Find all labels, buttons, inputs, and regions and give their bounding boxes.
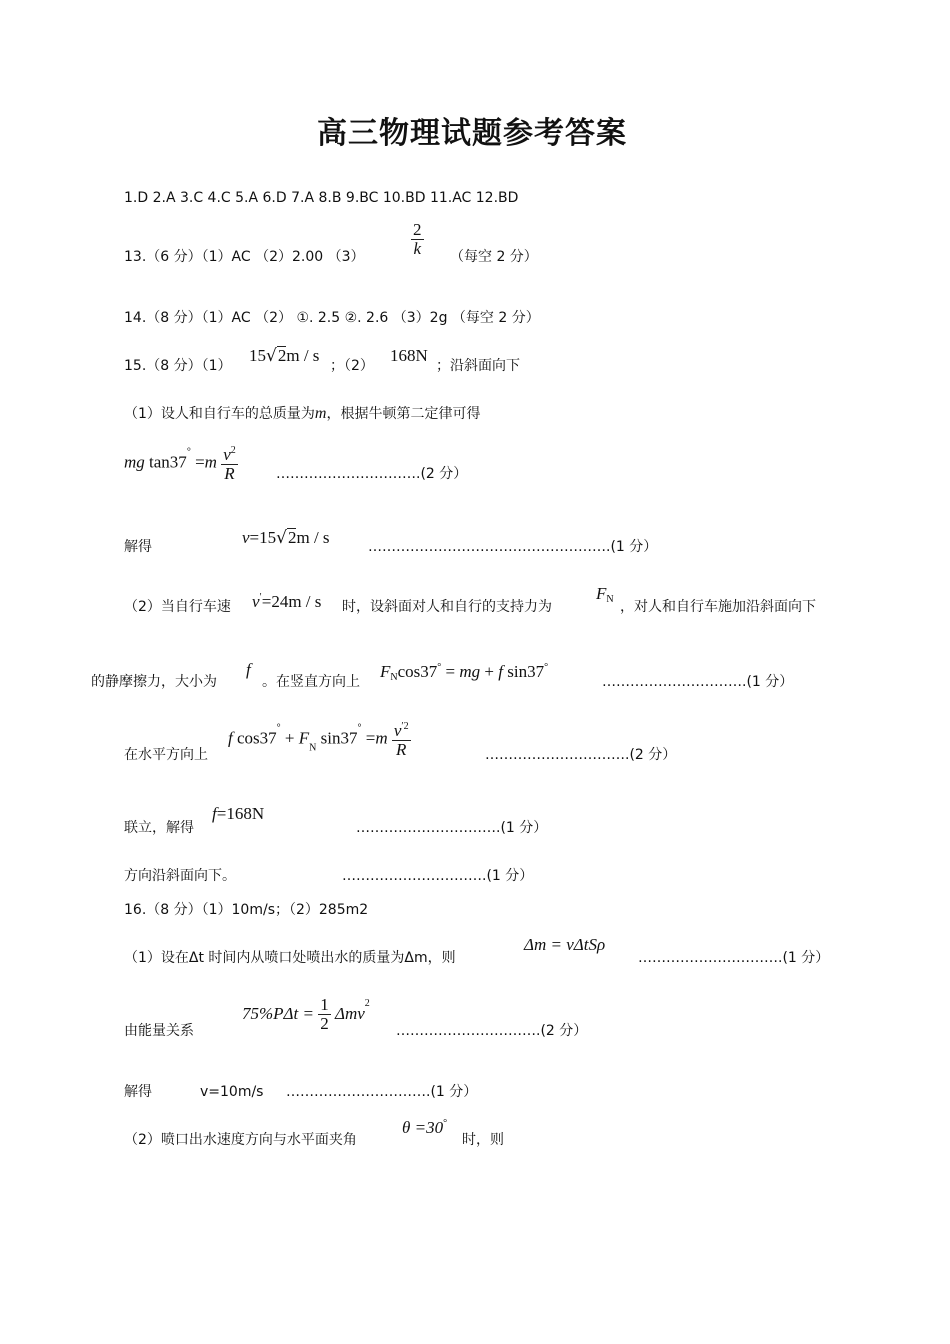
p2-v: v <box>252 592 260 611</box>
eq4-Fsub: N <box>309 742 317 754</box>
q14-line: 14.（8 分）（1）AC （2） ①. 2.5 ②. 2.6 （3）2g （每空 2 分） <box>124 310 540 326</box>
p2-F: F <box>596 584 607 603</box>
q16-eq2 <box>242 994 370 1033</box>
eq1-num: v <box>223 445 231 464</box>
q15-p2b: 时，设斜面对人和自行的支持力为 <box>342 599 552 615</box>
q13-head: 13.（6 分）（1）AC （2）2.00 （3） <box>124 249 365 265</box>
eq1-square: 2 <box>230 445 236 456</box>
q15-p1-var: m <box>314 405 327 422</box>
eq3-f: f <box>498 662 503 681</box>
q16-eq1: Δm = vΔtSρ <box>524 935 606 954</box>
multiple-choice-answers: 1.D 2.A 3.C 4.C 5.A 6.D 7.A 8.B 9.BC 10.BD 11.AC 12.BD <box>124 190 519 206</box>
q15-ans1-coef: 15 <box>249 346 266 365</box>
eq1-lhs: mg <box>124 452 145 472</box>
eq3-plus: + <box>484 662 495 681</box>
q16-head: 16.（8 分）（1）10m/s；（2）285m2 <box>124 902 369 918</box>
q16-p3: 解得 <box>124 1084 152 1100</box>
eq1-den: R <box>221 464 238 483</box>
eq1-score: ………………………….(2 分） <box>276 466 468 482</box>
eq2-v: v <box>242 528 250 547</box>
eq4-square: ′2 <box>401 721 409 732</box>
p2-val: =24m / s <box>261 592 322 611</box>
eq5-f: f <box>212 804 217 823</box>
q15-p3a: 的静摩擦力，大小为 <box>91 674 217 690</box>
q16-eq2-rhs: Δmv <box>334 1004 365 1024</box>
degree-icon: ° <box>544 662 549 673</box>
eq1-m: m <box>204 452 217 472</box>
eq4-num: v <box>393 721 402 740</box>
q15-sep: ；（2） <box>330 358 374 374</box>
q15-p1-text: （1）设人和自行车的总质量为 <box>124 406 315 422</box>
eq4-sin: sin37 <box>320 728 358 748</box>
eq1-eq: = <box>195 452 205 472</box>
q15-p2c: ，对人和自行车施加沿斜面向下 <box>620 599 816 615</box>
degree-icon: ° <box>186 446 191 458</box>
q16-p4-eq <box>402 1114 447 1138</box>
degree-icon: ° <box>276 722 281 734</box>
eq4-f: f <box>228 728 233 748</box>
q13-frac-den: k <box>411 239 424 258</box>
q16-p4b: 时，则 <box>462 1132 504 1148</box>
q15-eq4 <box>228 718 411 759</box>
q16-eq2-num: 1 <box>320 994 329 1014</box>
eq5-val: =168N <box>216 804 265 823</box>
q15-eq3 <box>380 658 548 688</box>
degree-icon: ° <box>357 722 362 734</box>
q15-ans1-unit: m / s <box>286 346 320 365</box>
q15-p3b: 。在竖直方向上 <box>262 674 360 690</box>
q16-eq2-den: 2 <box>320 1013 329 1033</box>
eq4-cos: cos37 <box>236 728 277 748</box>
q16-eq2-square: 2 <box>364 998 370 1009</box>
solve-label-1: 解得 <box>124 539 152 555</box>
q15-p1-tail: ，根据牛顿第二定律可得 <box>326 406 481 422</box>
eq4-plus: + <box>284 728 295 748</box>
eq2-score: …………………………………………….(1 分） <box>368 539 658 555</box>
eq2-eq: =15 <box>249 528 277 547</box>
q13-frac-num: 2 <box>413 220 422 239</box>
q15-ans1 <box>249 346 319 366</box>
eq3-mg: mg <box>459 662 481 681</box>
q16-theta-eq: θ =30 <box>402 1118 444 1137</box>
q15-p1 <box>124 405 480 423</box>
q16-p2: 由能量关系 <box>124 1023 194 1039</box>
p6-score: ………………………….(1 分） <box>342 868 534 884</box>
q15-p6: 方向沿斜面向下。 <box>124 868 236 884</box>
p2-Fsub: N <box>606 594 614 605</box>
q16-p3-val: v=10m/s <box>200 1084 264 1100</box>
q15-ans1-rad: 2 <box>277 346 287 365</box>
q15-p4a: 在水平方向上 <box>124 747 208 763</box>
q15-p3-f: f <box>246 660 251 679</box>
eq3-F: F <box>380 662 391 681</box>
eq4-den: R <box>392 740 411 759</box>
sqrt-icon: √ <box>266 346 277 366</box>
q15-p2-v <box>252 588 321 612</box>
eq4-F: F <box>298 728 310 748</box>
eq3-eq: = <box>445 662 456 681</box>
degree-icon: ° <box>437 662 442 673</box>
eq3-sin: sin37 <box>507 662 545 681</box>
eq2-rad: 2 <box>287 528 297 547</box>
q16-p4a: （2）喷口出水速度方向与水平面夹角 <box>124 1132 357 1148</box>
q16-eq2-lhs: 75%PΔt = <box>242 1004 314 1024</box>
q15-eq1 <box>124 442 238 483</box>
q13-tail: （每空 2 分） <box>450 249 538 265</box>
q13-fraction <box>411 221 424 258</box>
q15-ans2: 168N <box>390 346 428 365</box>
eq3-cos: cos37 <box>397 662 438 681</box>
eq3-Fsub: N <box>390 672 398 683</box>
q15-p2-F <box>596 584 614 610</box>
q15-eq2 <box>242 528 330 548</box>
sqrt-icon: √ <box>276 528 287 548</box>
q15-head: 15.（8 分）（1） <box>124 358 232 374</box>
eq4-eq: = <box>365 728 376 748</box>
q16-eq2-score: ………………………….(2 分） <box>396 1023 588 1039</box>
eq4-score: ………………………….(2 分） <box>485 747 677 763</box>
q16-p1: （1）设在Δt 时间内从喷口处喷出水的质量为Δm，则 <box>124 950 456 966</box>
eq4-m: m <box>375 728 388 748</box>
eq5-score: ………………………….(1 分） <box>356 820 548 836</box>
eq3-score: ………………………….(1 分） <box>602 674 794 690</box>
page-title: 高三物理试题参考答案 <box>317 116 627 151</box>
q15-eq5 <box>212 804 264 824</box>
degree-icon: ° <box>443 1118 448 1129</box>
q16-p3-score: ………………………….(1 分） <box>286 1084 478 1100</box>
q16-eq1-score: ………………………….(1 分） <box>638 950 830 966</box>
q15-p2a: （2）当自行车速 <box>124 599 231 615</box>
eq1-fn: tan37 <box>149 452 187 472</box>
q15-tail: ；沿斜面向下 <box>436 358 520 374</box>
eq2-unit: m / s <box>296 528 330 547</box>
prime-icon: ′ <box>259 592 262 603</box>
q15-p5a: 联立，解得 <box>124 820 194 836</box>
